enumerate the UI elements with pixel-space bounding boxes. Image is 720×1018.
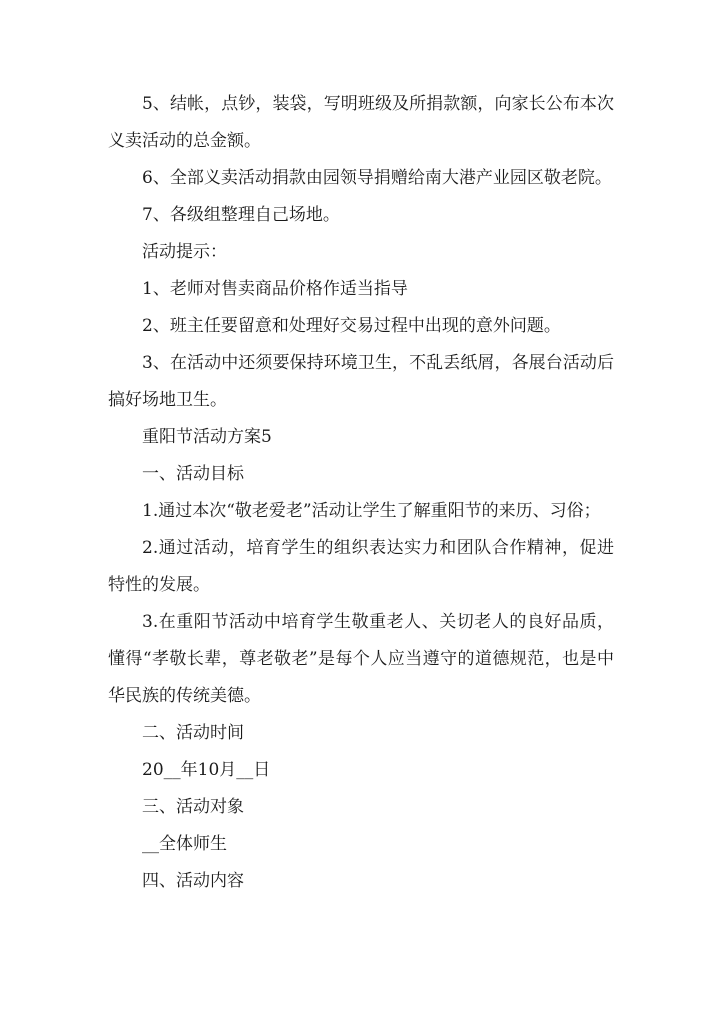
paragraph-step-6: 6、全部义卖活动捐款由园领导捐赠给南大港产业园区敬老院。 bbox=[142, 168, 612, 188]
heading-activity-content: 四、活动内容 bbox=[142, 871, 244, 891]
heading-activity-target: 三、活动对象 bbox=[142, 797, 244, 817]
document-body bbox=[108, 86, 614, 900]
heading-activity-tips: 活动提示： bbox=[142, 242, 227, 262]
paragraph-step-7: 7、各级组整理自己场地。 bbox=[142, 205, 340, 225]
paragraph-step-5: 5、结帐，点钞，装袋，写明班级及所捐款额，向家长公布本次义卖活动的总金额。 bbox=[108, 94, 614, 151]
activity-date: 20__年10月__日 bbox=[142, 760, 271, 780]
tip-2: 2、班主任要留意和处理好交易过程中出现的意外问题。 bbox=[142, 316, 561, 336]
tip-3: 3、在活动中还须要保持环境卫生，不乱丢纸屑，各展台活动后搞好场地卫生。 bbox=[108, 353, 614, 410]
tip-1: 1、老师对售卖商品价格作适当指导 bbox=[142, 279, 408, 299]
heading-activity-time: 二、活动时间 bbox=[142, 723, 244, 743]
heading-activity-goals: 一、活动目标 bbox=[142, 464, 244, 484]
goal-1: 1.通过本次“敬老爱老”活动让学生了解重阳节的来历、习俗； bbox=[142, 501, 601, 521]
goal-2: 2.通过活动，培育学生的组织表达实力和团队合作精神，促进特性的发展。 bbox=[108, 538, 614, 595]
goal-3: 3.在重阳节活动中培育学生敬重老人、关切老人的良好品质，懂得“孝敬长辈，尊老敬老”是每个人应当遵守的道德规范，也是中华民族的传统美德。 bbox=[108, 612, 614, 706]
section-title-plan-5: 重阳节活动方案5 bbox=[142, 427, 272, 447]
activity-target-value: __全体师生 bbox=[142, 834, 227, 854]
